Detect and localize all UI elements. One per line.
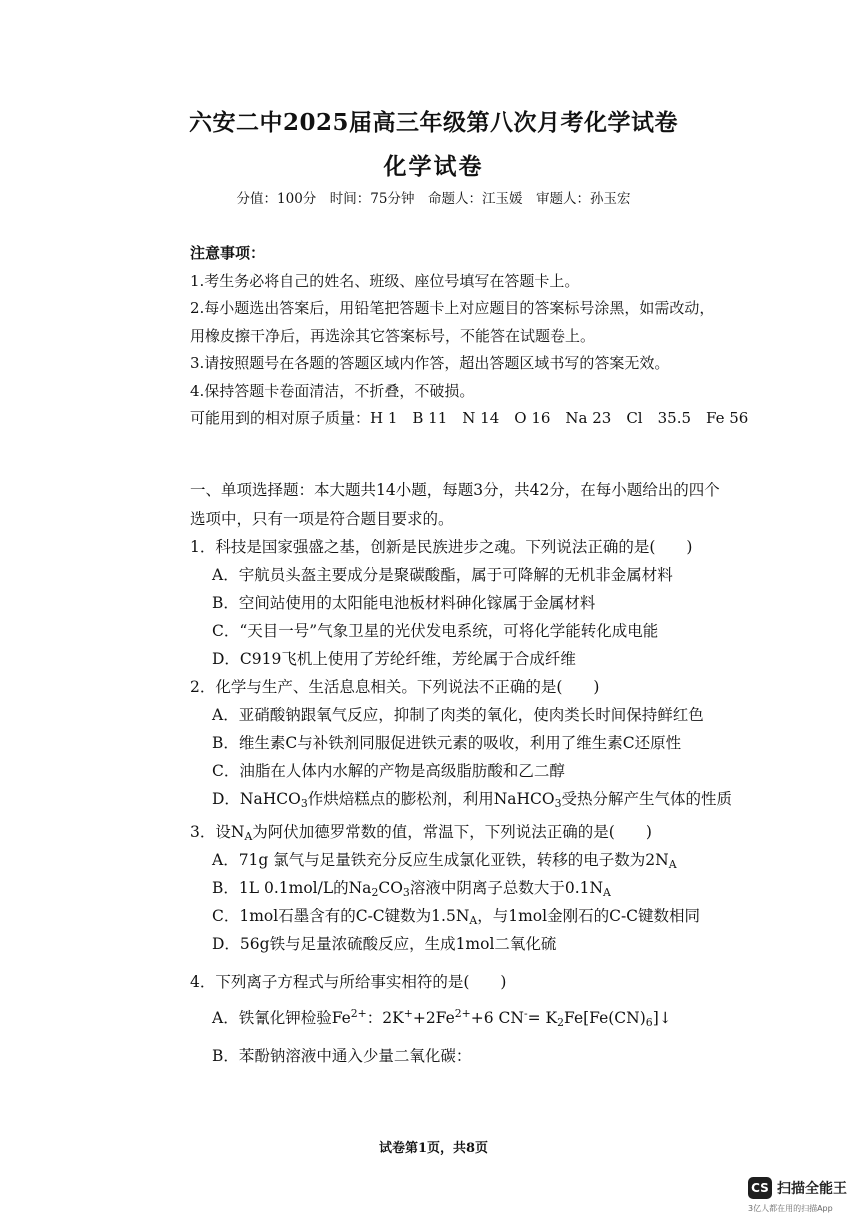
question-stem: 1．科技是国家强盛之基，创新是民族进步之魂。下列说法正确的是( ) bbox=[190, 538, 693, 556]
page-footer: 试卷第1页，共8页 bbox=[378, 1141, 489, 1156]
option-a: A．71g 氯气与足量铁充分反应生成氯化亚铁，转移的电子数为$2N_A$ bbox=[212, 851, 677, 871]
atomic-mass-line: 可能用到的相对原子质量：H 1 B 11 N 14 O 16 Na 23 Cl 35.5 Fe 56 bbox=[190, 409, 749, 427]
question-stem: 2．化学与生产、生活息息相关。下列说法不正确的是( ) bbox=[190, 678, 600, 696]
notes-heading: 注意事项： bbox=[190, 244, 266, 262]
note-item: 1.考生务必将自己的姓名、班级、座位号填写在答题卡上。 bbox=[190, 271, 580, 290]
option-c: C．油脂在人体内水解的产物是高级脂肪酸和乙二醇 bbox=[212, 762, 565, 780]
exam-meta: 分值：100分 时间：75分钟 命题人：江玉媛 审题人：孙玉宏 bbox=[236, 191, 631, 207]
question-2 bbox=[190, 673, 750, 813]
scanner-watermark bbox=[748, 1175, 863, 1215]
option-a: A．宇航员头盔主要成分是聚碳酸酯，属于可降解的无机非金属材料 bbox=[212, 566, 673, 584]
option-b: B．苯酚钠溶液中通入少量二氧化碳： bbox=[212, 1047, 472, 1065]
option-b: B．维生素C与补铁剂同服促进铁元素的吸收，利用了维生素C还原性 bbox=[212, 734, 682, 752]
note-item: 3.请按照题号在各题的答题区域内作答，超出答题区域书写的答案无效。 bbox=[190, 354, 670, 372]
note-item: 4.保持答题卡卷面清洁，不折叠，不破损。 bbox=[190, 381, 475, 400]
note-item: 2.每小题选出答案后，用铅笔把答题卡上对应题目的答案标号涂黑，如需改动， bbox=[190, 299, 715, 317]
option-b: B．空间站使用的太阳能电池板材料砷化镓属于金属材料 bbox=[212, 594, 596, 612]
section-heading bbox=[190, 476, 750, 533]
scanner-brand: 扫描全能王 bbox=[777, 1181, 847, 1197]
option-d: D．C919飞机上使用了芳纶纤维，芳纶属于合成纤维 bbox=[212, 650, 576, 668]
option-d: D．NaHCO$_3$作烘焙糕点的膨松剂，利用NaHCO$_3$受热分解产生气体的性质 bbox=[212, 790, 733, 810]
question-1 bbox=[190, 533, 750, 673]
question-4 bbox=[190, 968, 750, 1070]
camscanner-logo-icon: CS bbox=[748, 1177, 772, 1199]
section-line: 选项中，只有一项是符合题目要求的。 bbox=[190, 509, 454, 528]
option-c: C．“天目一号”气象卫星的光伏发电系统，可将化学能转化成电能 bbox=[212, 622, 659, 640]
option-a: A．亚硝酸钠跟氧气反应，抑制了肉类的氧化，使肉类长时间保持鲜红色 bbox=[212, 706, 704, 724]
option-d: D．56g铁与足量浓硫酸反应，生成1mol二氧化硫 bbox=[212, 935, 557, 953]
question-stem: 3．设$N_A$为阿伏加德罗常数的值，常温下，下列说法正确的是( ) bbox=[190, 823, 652, 843]
scanner-slogan: 3亿人都在用的扫描App bbox=[748, 1204, 833, 1213]
notes-block bbox=[190, 240, 750, 433]
section-line: 一、单项选择题：本大题共14小题，每题3分，共42分，在每小题给出的四个 bbox=[190, 481, 720, 499]
question-stem: 4．下列离子方程式与所给事实相符的是( ) bbox=[190, 973, 507, 991]
exam-subtitle: 化学试卷 bbox=[383, 153, 484, 180]
option-c: C．1mol石墨含有的C-C键数为$1.5N_A$，与1mol金刚石的C-C键数相同 bbox=[212, 907, 701, 927]
question-3 bbox=[190, 818, 750, 958]
exam-title: 六安二中2025届高三年级第八次月考化学试卷 bbox=[188, 109, 678, 136]
note-item: 用橡皮擦干净后，再选涂其它答案标号，不能答在试题卷上。 bbox=[190, 326, 596, 345]
option-b: B．1L 0.1mol/L的$Na_2CO_3$溶液中阴离子总数大于$0.1N_A$ bbox=[212, 879, 611, 899]
option-a: A．铁氰化钾检验$Fe^{2+}$：$2K^++2Fe^{2+}+6$ $CN^-= K_2Fe[Fe(CN)_6]↓$ bbox=[212, 1007, 672, 1029]
